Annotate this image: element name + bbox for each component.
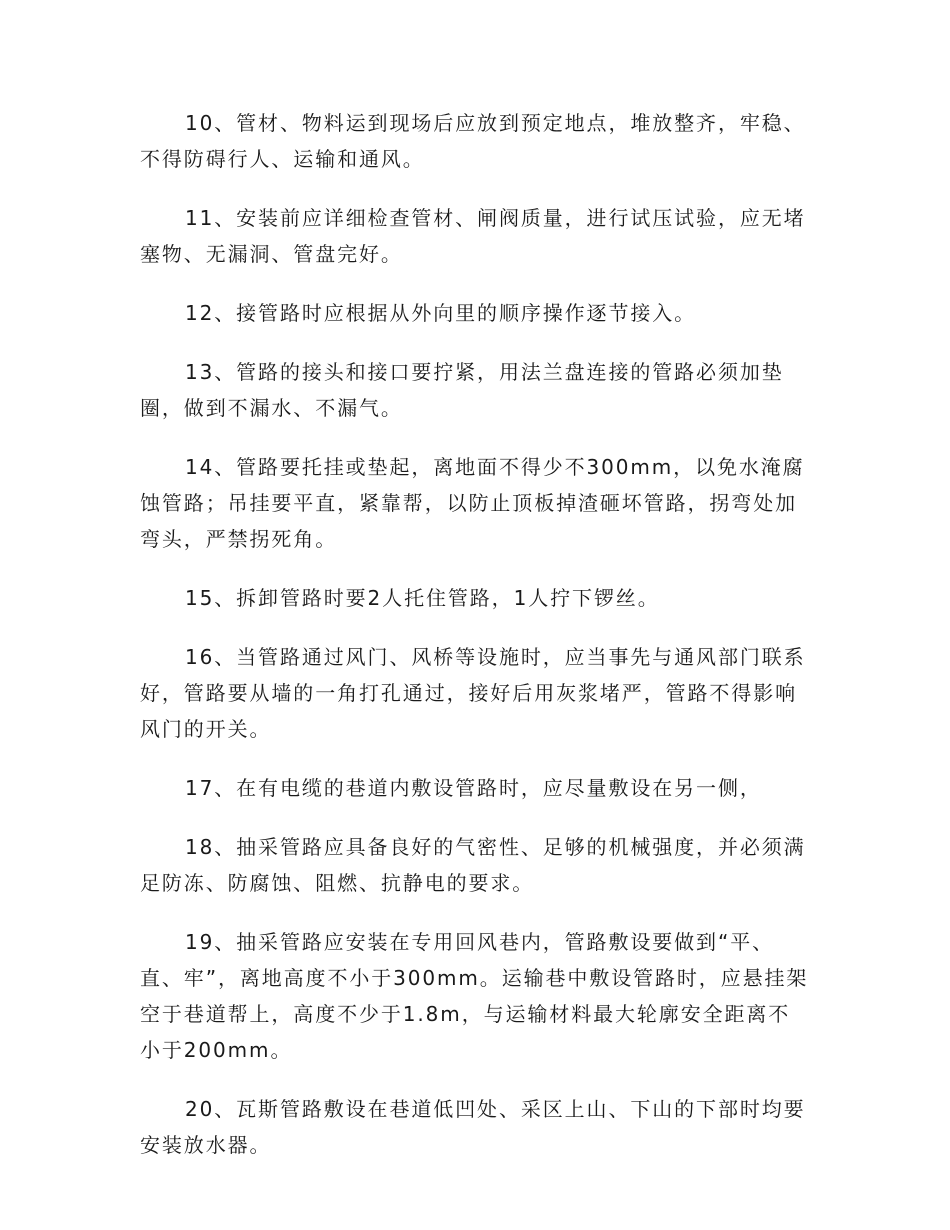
paragraph-12: 12、接管路时应根据从外向里的顺序操作逐节接入。 [185,301,697,325]
paragraph-17: 17、在有电缆的巷道内敷设管路时，应尽量敷设在另一侧， [185,776,762,800]
paragraph-10: 10、管材、物料运到现场后应放到预定地点，堆放整齐，牢稳、不得防碍行人、运输和通风。 [140,111,806,171]
paragraph-20: 20、瓦斯管路敷设在巷道低凹处、采区上山、下山的下部时均要安装放水器。 [140,1097,806,1157]
paragraph-16: 16、当管路通过风门、风桥等设施时，应当事先与通风部门联系好，管路要从墙的一角打孔通过，接好后用灰浆堵严，管路不得影响风门的开关。 [140,645,806,741]
paragraph-18: 18、抽采管路应具备良好的气密性、足够的机械强度，并必须满足防冻、防腐蚀、阻燃、抗静电的要求。 [140,835,806,895]
document-body [140,105,812,1186]
paragraph-15: 15、拆卸管路时要2人托住管路，1人拧下锣丝。 [185,586,660,610]
paragraph-19: 19、抽采管路应安装在专用回风巷内，管路敷设要做到“平、直、牢”，离地高度不小于300mm。运输巷中敷设管路时，应悬挂架空于巷道帮上，高度不少于1.8m，与运输材料最大轮廓安全距离不小于200mm。 [140,930,809,1062]
paragraph-11: 11、安装前应详细检查管材、闸阀质量，进行试压试验，应无堵塞物、无漏洞、管盘完好。 [140,206,806,266]
paragraph-13: 13、管路的接头和接口要拧紧，用法兰盘连接的管路必须加垫圈，做到不漏水、不漏气。 [140,360,784,420]
paragraph-14: 14、管路要托挂或垫起，离地面不得少不300mm，以免水淹腐蚀管路；吊挂要平直，紧靠帮，以防止顶板掉渣砸坏管路，拐弯处加弯头，严禁拐死角。 [140,455,805,551]
